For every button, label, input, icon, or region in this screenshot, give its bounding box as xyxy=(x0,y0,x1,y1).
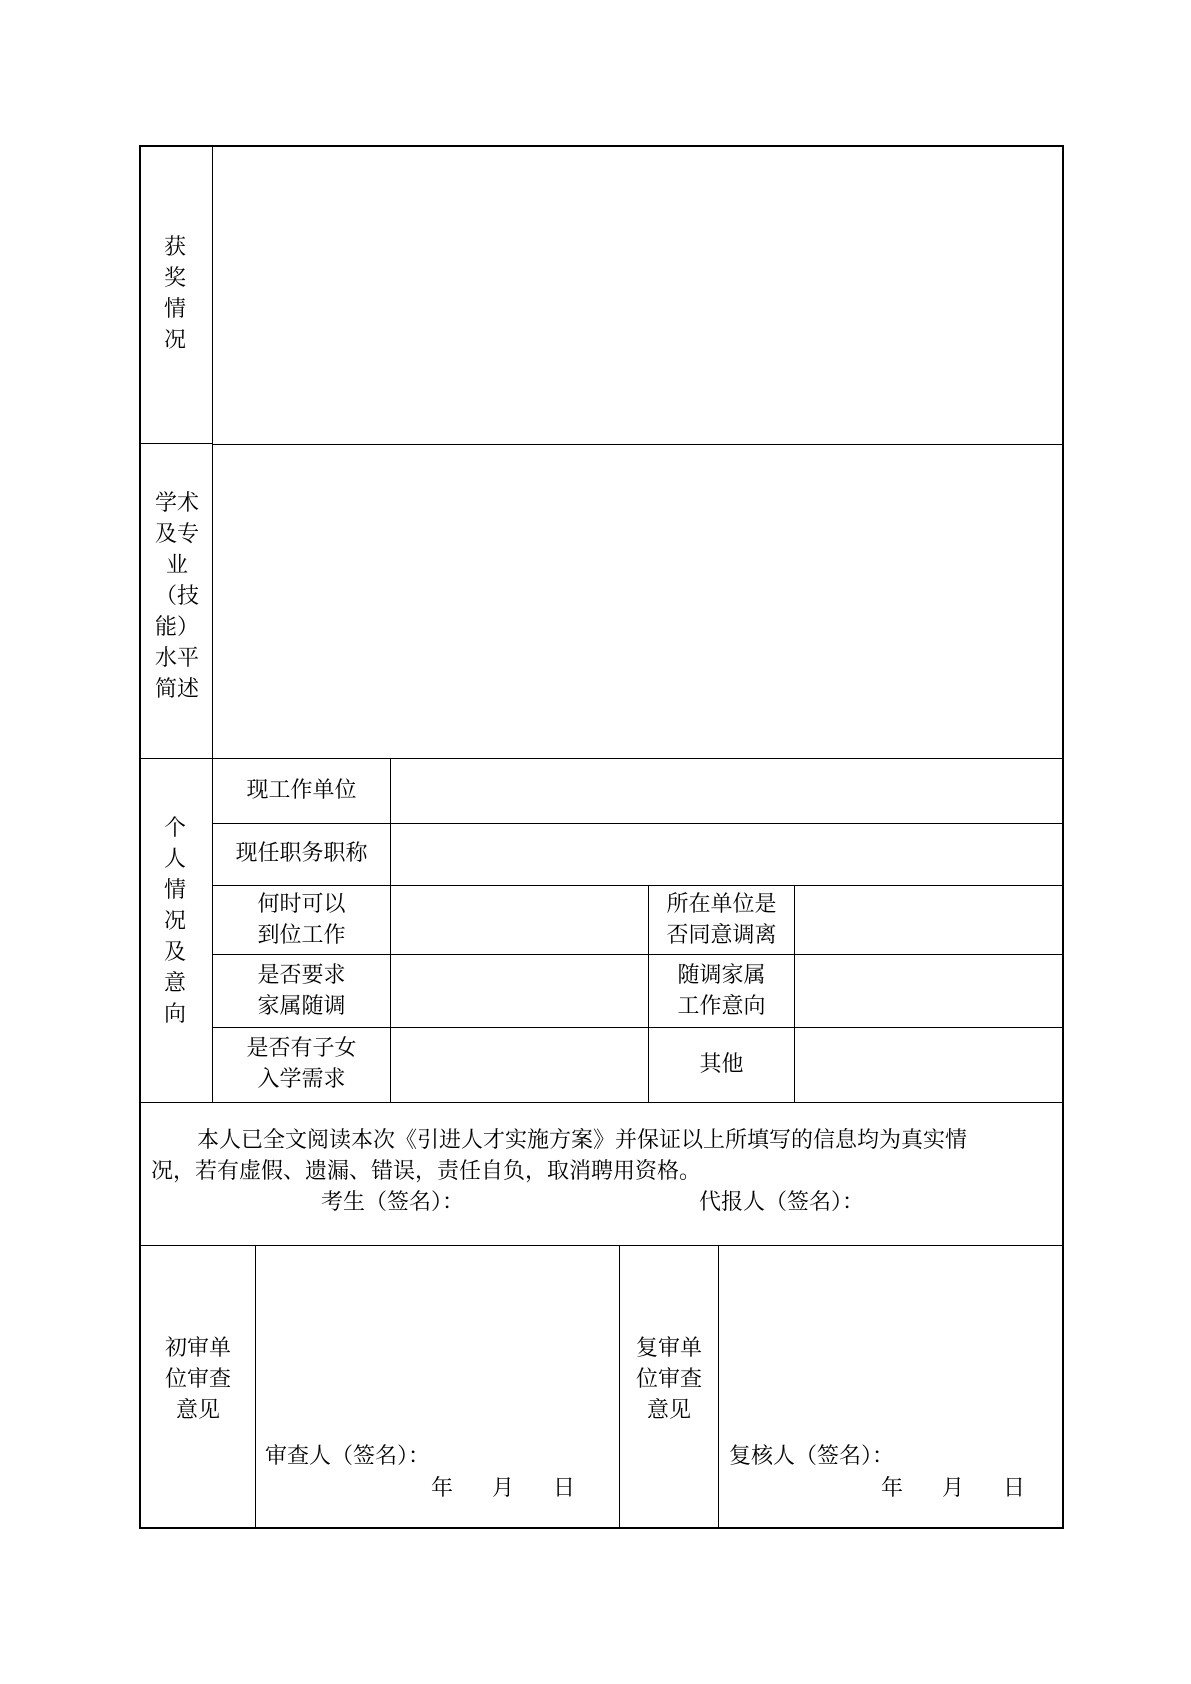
first-review-line-3: 意见 xyxy=(175,1398,220,1423)
personal-label: 个人情况及意向 xyxy=(163,816,186,1027)
second-review-line-3: 意见 xyxy=(646,1398,691,1423)
academic-label-line-5: 能） xyxy=(154,615,199,640)
first-review-opinion-field[interactable] xyxy=(256,1246,619,1426)
academic-label-line-7: 简述 xyxy=(154,677,199,702)
first-review-line-2: 位审查 xyxy=(164,1367,231,1392)
current-title-field[interactable] xyxy=(391,824,1062,885)
arrival-time-label xyxy=(213,889,390,951)
unit-consent-line-1: 所在单位是 xyxy=(666,892,777,917)
second-review-line-1: 复审单 xyxy=(635,1336,702,1361)
academic-label xyxy=(152,488,202,705)
second-review-label xyxy=(620,1333,718,1426)
border-left xyxy=(139,145,141,1529)
divider-academic-personal xyxy=(139,443,213,444)
second-review-year: 年 xyxy=(881,1476,904,1501)
other-label: 其他 xyxy=(699,1052,744,1077)
current-unit-label: 现工作单位 xyxy=(246,778,357,803)
family-transfer-line-1: 是否要求 xyxy=(257,963,346,988)
academic-label-line-4: （技 xyxy=(154,584,199,609)
family-transfer-line-2: 家属随调 xyxy=(257,994,346,1019)
second-review-opinion-field[interactable] xyxy=(719,1246,1062,1426)
other-field[interactable] xyxy=(795,1028,1062,1102)
arrival-time-line-2: 到位工作 xyxy=(257,923,346,948)
academic-label-line-1: 学术 xyxy=(154,491,199,516)
border-bottom xyxy=(139,1527,1064,1529)
application-form-table xyxy=(139,145,1064,1529)
children-school-line-1: 是否有子女 xyxy=(246,1036,357,1061)
children-school-line-2: 入学需求 xyxy=(257,1067,346,1092)
declaration-line-1: 本人已全文阅读本次《引进人才实施方案》并保证以上所填写的信息均为真实情 xyxy=(197,1128,968,1153)
awards-field[interactable] xyxy=(213,147,1062,444)
first-review-year: 年 xyxy=(431,1476,454,1501)
first-reviewer-signature-label: 审查人（签名）： xyxy=(265,1444,431,1469)
agent-signature-label: 代报人（签名）： xyxy=(699,1190,865,1215)
family-job-line-2: 工作意向 xyxy=(677,994,766,1019)
first-review-month: 月 xyxy=(492,1476,515,1501)
unit-consent-field[interactable] xyxy=(795,886,1062,954)
academic-label-line-3: 业 xyxy=(165,553,188,578)
candidate-signature-label: 考生（签名）： xyxy=(321,1190,465,1215)
family-transfer-field[interactable] xyxy=(391,955,648,1027)
arrival-time-field[interactable] xyxy=(391,886,648,954)
children-school-field[interactable] xyxy=(391,1028,648,1102)
second-review-month: 月 xyxy=(942,1476,965,1501)
divider-personal-declaration xyxy=(139,1102,1064,1103)
unit-consent-line-2: 否同意调离 xyxy=(666,923,777,948)
academic-label-line-2: 及专 xyxy=(154,522,199,547)
children-school-label xyxy=(213,1033,390,1095)
arrival-time-line-1: 何时可以 xyxy=(257,892,346,917)
second-review-day: 日 xyxy=(1003,1476,1026,1501)
family-transfer-label xyxy=(213,960,390,1022)
second-review-line-2: 位审查 xyxy=(635,1367,702,1392)
declaration-line-2: 况，若有虚假、遗漏、错误，责任自负，取消聘用资格。 xyxy=(151,1159,702,1184)
second-reviewer-signature-label: 复核人（签名）： xyxy=(729,1444,895,1469)
family-job-label xyxy=(649,960,794,1022)
first-review-day: 日 xyxy=(553,1476,576,1501)
first-review-line-1: 初审单 xyxy=(164,1336,231,1361)
border-right xyxy=(1062,145,1064,1529)
awards-label: 获奖情况 xyxy=(163,235,186,353)
unit-consent-label xyxy=(649,889,794,951)
academic-field[interactable] xyxy=(213,445,1062,758)
family-job-line-1: 随调家属 xyxy=(677,963,766,988)
academic-label-line-6: 水平 xyxy=(154,646,199,671)
current-title-label: 现任职务职称 xyxy=(235,841,368,866)
family-job-field[interactable] xyxy=(795,955,1062,1027)
current-unit-field[interactable] xyxy=(391,759,1062,823)
first-review-label xyxy=(141,1333,255,1426)
